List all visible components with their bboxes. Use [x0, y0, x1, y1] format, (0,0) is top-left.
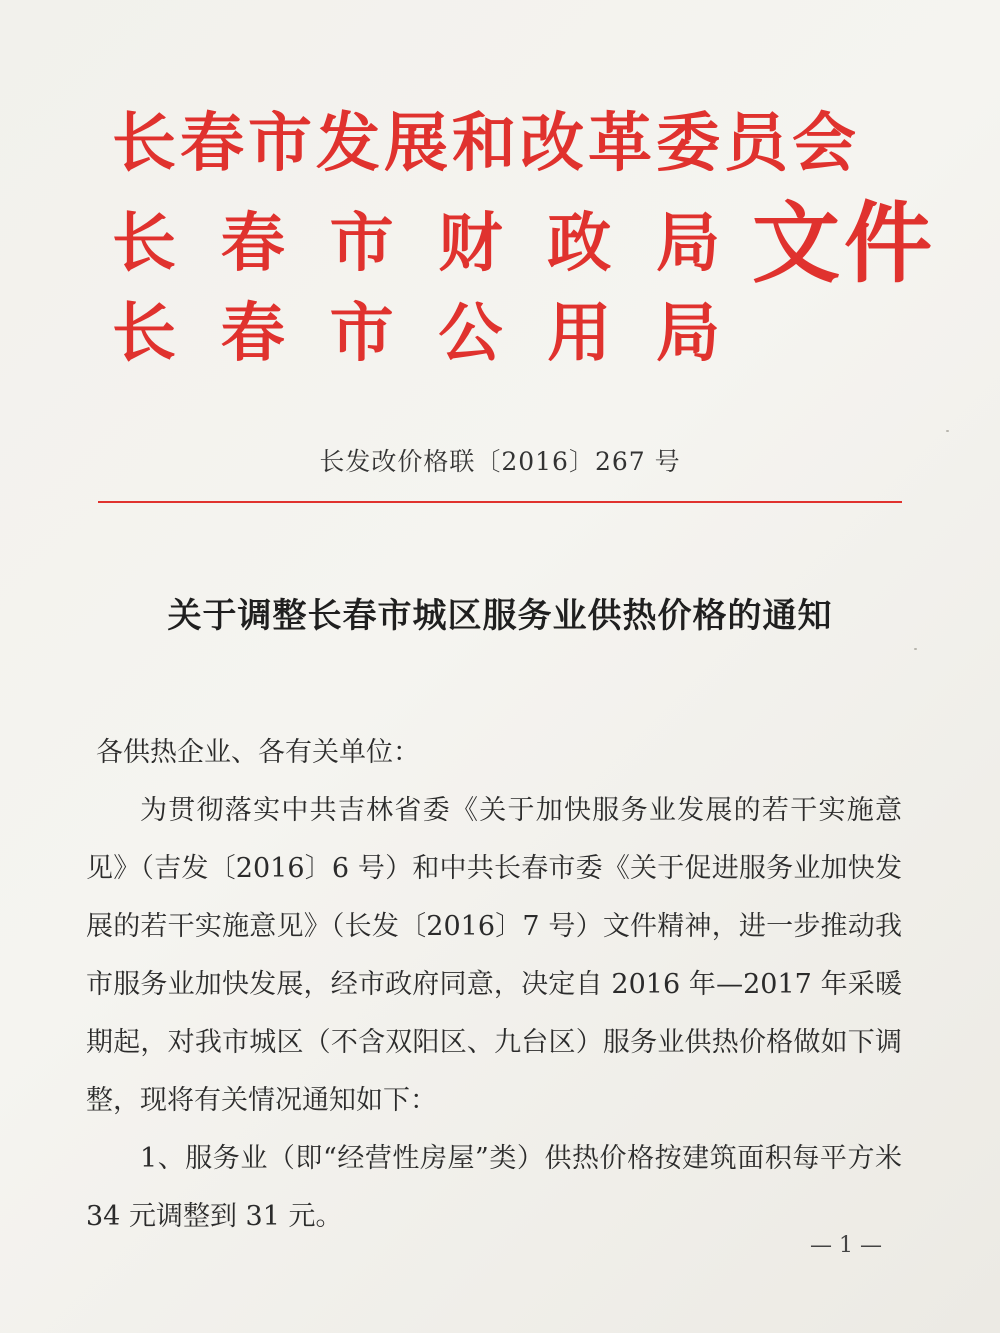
issuer-char: 市 — [329, 206, 394, 281]
body-paragraph: 1、服务业（即“经营性房屋”类）供热价格按建筑面积每平方米 34 元调整到 31 元。 — [86, 1143, 902, 1232]
issuer-char: 局 — [655, 296, 720, 371]
document-title: 关于调整长春市城区服务业供热价格的通知 — [167, 596, 833, 636]
issuer-development-reform-commission: 长春市发展和改革委员会 — [112, 106, 860, 181]
issuer-char: 春 — [220, 206, 285, 281]
issuer-char: 公 — [438, 296, 503, 371]
paper-speck — [914, 648, 917, 650]
issuer-char: 春 — [220, 296, 285, 371]
issuer-char: 长 — [112, 296, 176, 371]
issuer-finance-bureau — [112, 206, 720, 281]
issuer-public-utilities-bureau — [112, 296, 720, 371]
paper-speck — [946, 430, 949, 432]
page-number: — 1 — — [810, 1233, 882, 1258]
document-type-label: 文件 — [752, 191, 937, 295]
issuer-char: 政 — [547, 206, 612, 281]
issuer-char: 长 — [112, 206, 176, 281]
issuer-char: 用 — [547, 296, 612, 371]
document-body — [86, 724, 902, 1246]
body-paragraph: 为贯彻落实中共吉林省委《关于加快服务业发展的若干实施意见》（吉发〔2016〕6 号）和中共长春市委《关于促进服务业加快发展的若干实施意见》（长发〔2016〕7 号）文件精神，进一步推动我市服务业加快发展，经市政府同意，决定自 2016 年—2017 年采暖期起，对我市城区（不含双阳区、九台区）服务业供热价格做如下调整，现将有关情况通知如下： — [86, 795, 902, 1116]
red-divider-line — [98, 501, 902, 503]
issuer-char: 财 — [438, 206, 503, 281]
salutation: 各供热企业、各有关单位： — [96, 737, 420, 768]
document-number: 长发改价格联〔2016〕267 号 — [319, 447, 681, 476]
issuer-char: 市 — [329, 296, 394, 371]
issuer-char: 局 — [655, 206, 720, 281]
